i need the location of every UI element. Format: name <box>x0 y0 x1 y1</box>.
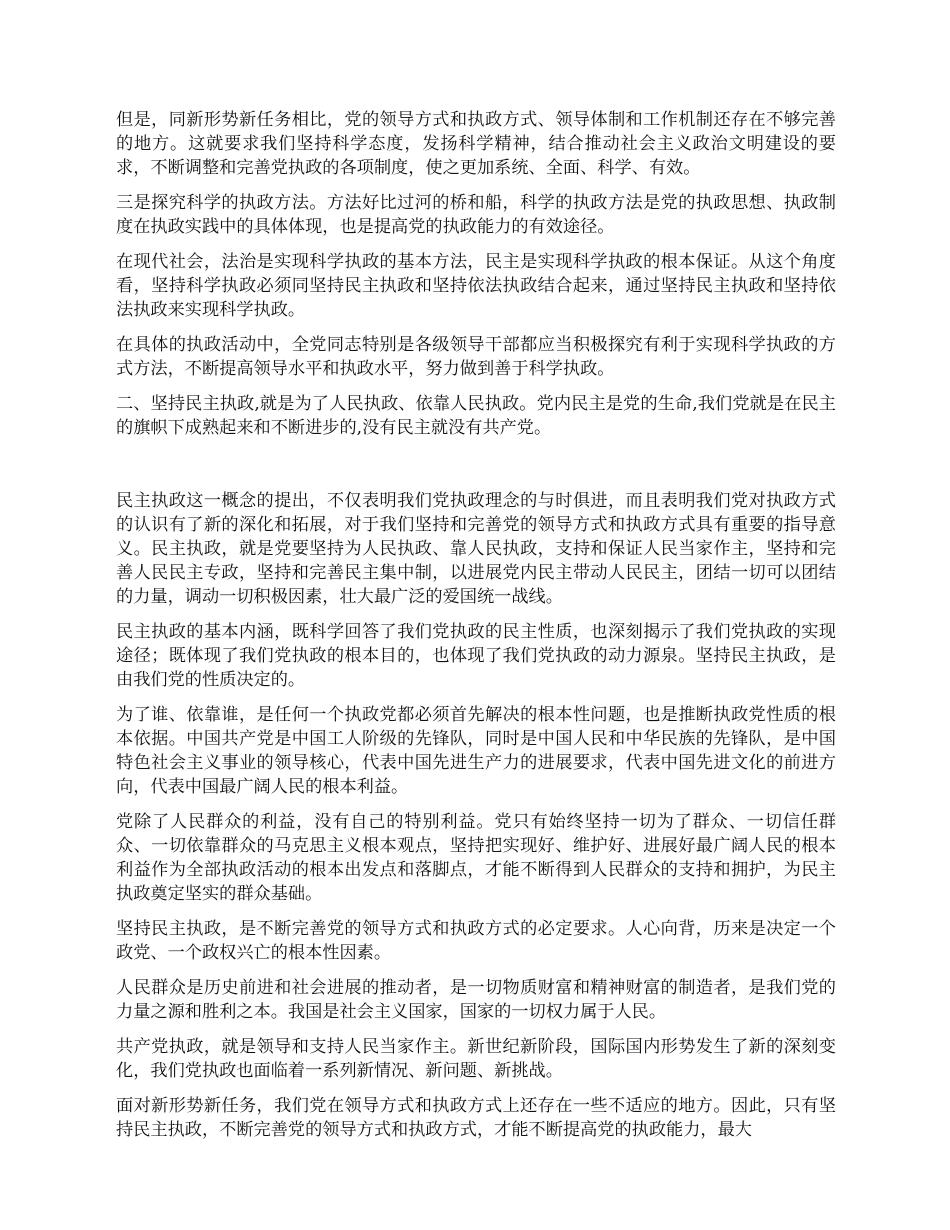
paragraph: 民主执政的基本内涵，既科学回答了我们党执政的民主性质，也深刻揭示了我们党执政的实现途径；既体现了我们党执政的根本目的，也体现了我们党执政的动力源泉。坚持民主执政，是由我们党的性质决定的。 <box>116 622 836 690</box>
paragraph: 坚持民主执政，是不断完善党的领导方式和执政方式的必定要求。人心向背，历来是决定一个政党、一个政权兴亡的根本性因素。 <box>116 919 836 963</box>
paragraph: 共产党执政，就是领导和支持人民当家作主。新世纪新阶段，国际国内形势发生了新的深刻变化，我们党执政也面临着一系列新情况、新问题、新挑战。 <box>116 1037 836 1081</box>
paragraph: 但是，同新形势新任务相比，党的领导方式和执政方式、领导体制和工作机制还存在不够完善的地方。这就要求我们坚持科学态度，发扬科学精神，结合推动社会主义政治文明建设的要求，不断调整和完善党执政的各项制度，使之更加系统、全面、科学、有效。 <box>116 110 836 178</box>
paragraph: 在具体的执政活动中，全党同志特别是各级领导干部都应当积极探究有利于实现科学执政的方式方法，不断提高领导水平和执政水平，努力做到善于科学执政。 <box>116 335 836 379</box>
paragraph: 民主执政这一概念的提出，不仅表明我们党执政理念的与时俱进，而且表明我们党对执政方式的认识有了新的深化和拓展，对于我们坚持和完善党的领导方式和执政方式具有重要的指导意义。民主执政，就是党要坚持为人民执政、靠人民执政，支持和保证人民当家作主，坚持和完善人民民主专政，坚持和完善民主集中制，以进展党内民主带动人民民主，团结一切可以团结的力量，调动一切积极因素，壮大最广泛的爱国统一战线。 <box>116 491 836 607</box>
paragraph: 为了谁、依靠谁，是任何一个执政党都必须首先解决的根本性问题，也是推断执政党性质的根本依据。中国共产党是中国工人阶级的先锋队，同时是中国人民和中华民族的先锋队，是中国特色社会主义事业的领导核心，代表中国先进生产力的进展要求，代表中国先进文化的前进方向，代表中国最广阔人民的根本利益。 <box>116 705 836 797</box>
paragraph: 二、坚持民主执政,就是为了人民执政、依靠人民执政。党内民主是党的生命,我们党就是在民主的旗帜下成熟起来和不断进步的,没有民主就没有共产党。 <box>116 394 836 438</box>
paragraph: 人民群众是历史前进和社会进展的推动者，是一切物质财富和精神财富的制造者，是我们党的力量之源和胜利之本。我国是社会主义国家，国家的一切权力属于人民。 <box>116 978 836 1022</box>
paragraph: 在现代社会，法治是实现科学执政的基本方法，民主是实现科学执政的根本保证。从这个角度看，坚持科学执政必须同坚持民主执政和坚持依法执政结合起来，通过坚持民主执政和坚持依法执政来实现科学执政。 <box>116 252 836 320</box>
paragraph: 面对新形势新任务，我们党在领导方式和执政方式上还存在一些不适应的地方。因此，只有坚持民主执政，不断完善党的领导方式和执政方式，才能不断提高党的执政能力，最大 <box>116 1096 836 1140</box>
paragraph: 三是探究科学的执政方法。方法好比过河的桥和船，科学的执政方法是党的执政思想、执政制度在执政实践中的具体体现，也是提高党的执政能力的有效途径。 <box>116 193 836 237</box>
document-page <box>116 108 836 1153</box>
section-spacer <box>116 451 836 489</box>
paragraph: 党除了人民群众的利益，没有自己的特别利益。党只有始终坚持一切为了群众、一切信任群众、一切依靠群众的马克思主义根本观点，坚持把实现好、维护好、进展好最广阔人民的根本利益作为全部执政活动的根本出发点和落脚点，才能不断得到人民群众的支持和拥护，为民主执政奠定坚实的群众基础。 <box>116 812 836 904</box>
